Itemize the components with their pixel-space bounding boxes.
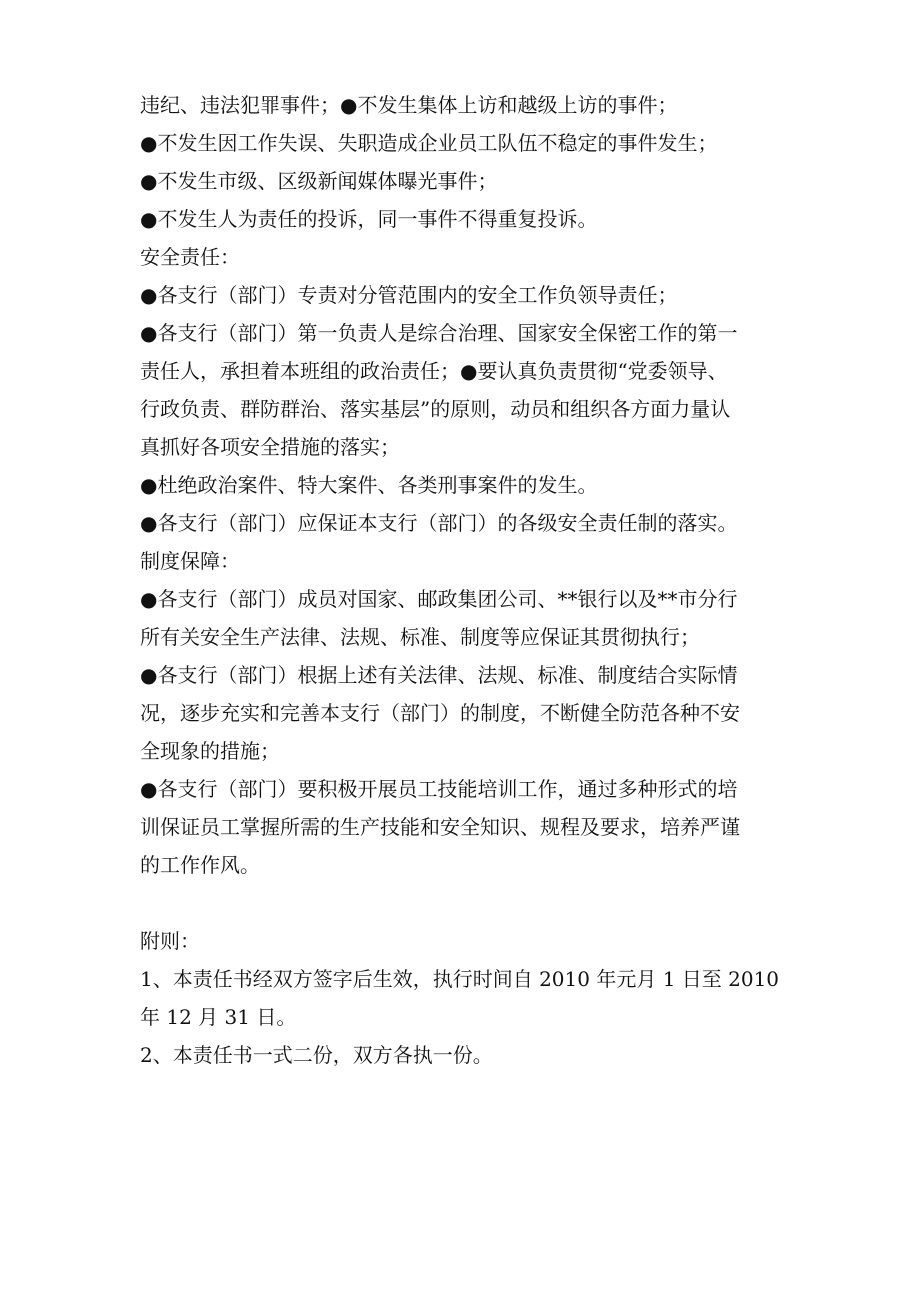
text-line-20: 训保证员工掌握所需的生产技能和安全知识、规程及要求，培养严谨 (140, 815, 740, 839)
text-line-10: 真抓好各项安全措施的落实； (140, 435, 400, 459)
text-line-6: ●各支行（部门）专责对分管范围内的安全工作负领导责任； (140, 283, 678, 307)
text-line-12: ●各支行（部门）应保证本支行（部门）的各级安全责任制的落实。 (140, 511, 738, 535)
text-line-4: ●不发生人为责任的投诉，同一事件不得重复投诉。 (140, 207, 598, 231)
text-line-1: 违纪、违法犯罪事件；●不发生集体上访和越级上访的事件； (140, 93, 678, 117)
text-line-3: ●不发生市级、区级新闻媒体曝光事件； (140, 169, 498, 193)
text-line-17: 况，逐步充实和完善本支行（部门）的制度，不断健全防范各种不安 (140, 701, 740, 725)
appendix-item-1-line-1: 1、本责任书经双方签字后生效，执行时间自 2010 年元月 1 日至 2010 (140, 967, 780, 991)
text-line-11: ●杜绝政治案件、特大案件、各类刑事案件的发生。 (140, 473, 598, 497)
blank-line (140, 884, 785, 922)
text-line-14: ●各支行（部门）成员对国家、邮政集团公司、**银行以及**市分行 (140, 587, 738, 611)
text-line-18: 全现象的措施； (140, 739, 280, 763)
text-line-9: 行政负责、群防群治、落实基层”的原则，动员和组织各方面力量认 (140, 397, 731, 421)
text-line-21: 的工作作风。 (140, 853, 260, 877)
text-line-15: 所有关安全生产法律、法规、标准、制度等应保证其贯彻执行； (140, 625, 700, 649)
text-line-16: ●各支行（部门）根据上述有关法律、法规、标准、制度结合实际情 (140, 663, 738, 687)
text-line-7: ●各支行（部门）第一负责人是综合治理、国家安全保密工作的第一 (140, 321, 738, 345)
text-line-8: 责任人，承担着本班组的政治责任；●要认真负责贯彻“党委领导、 (140, 359, 728, 383)
appendix-item-2: 2、本责任书一式二份，双方各执一份。 (140, 1043, 493, 1067)
text-line-19: ●各支行（部门）要积极开展员工技能培训工作，通过多种形式的培 (140, 777, 738, 801)
appendix-heading: 附则： (140, 929, 200, 953)
document-page (140, 86, 785, 1074)
appendix-item-1-line-2: 年 12 月 31 日。 (140, 1005, 297, 1029)
section-heading-system: 制度保障： (140, 549, 240, 573)
section-heading-safety: 安全责任： (140, 245, 240, 269)
text-line-2: ●不发生因工作失误、失职造成企业员工队伍不稳定的事件发生； (140, 131, 718, 155)
